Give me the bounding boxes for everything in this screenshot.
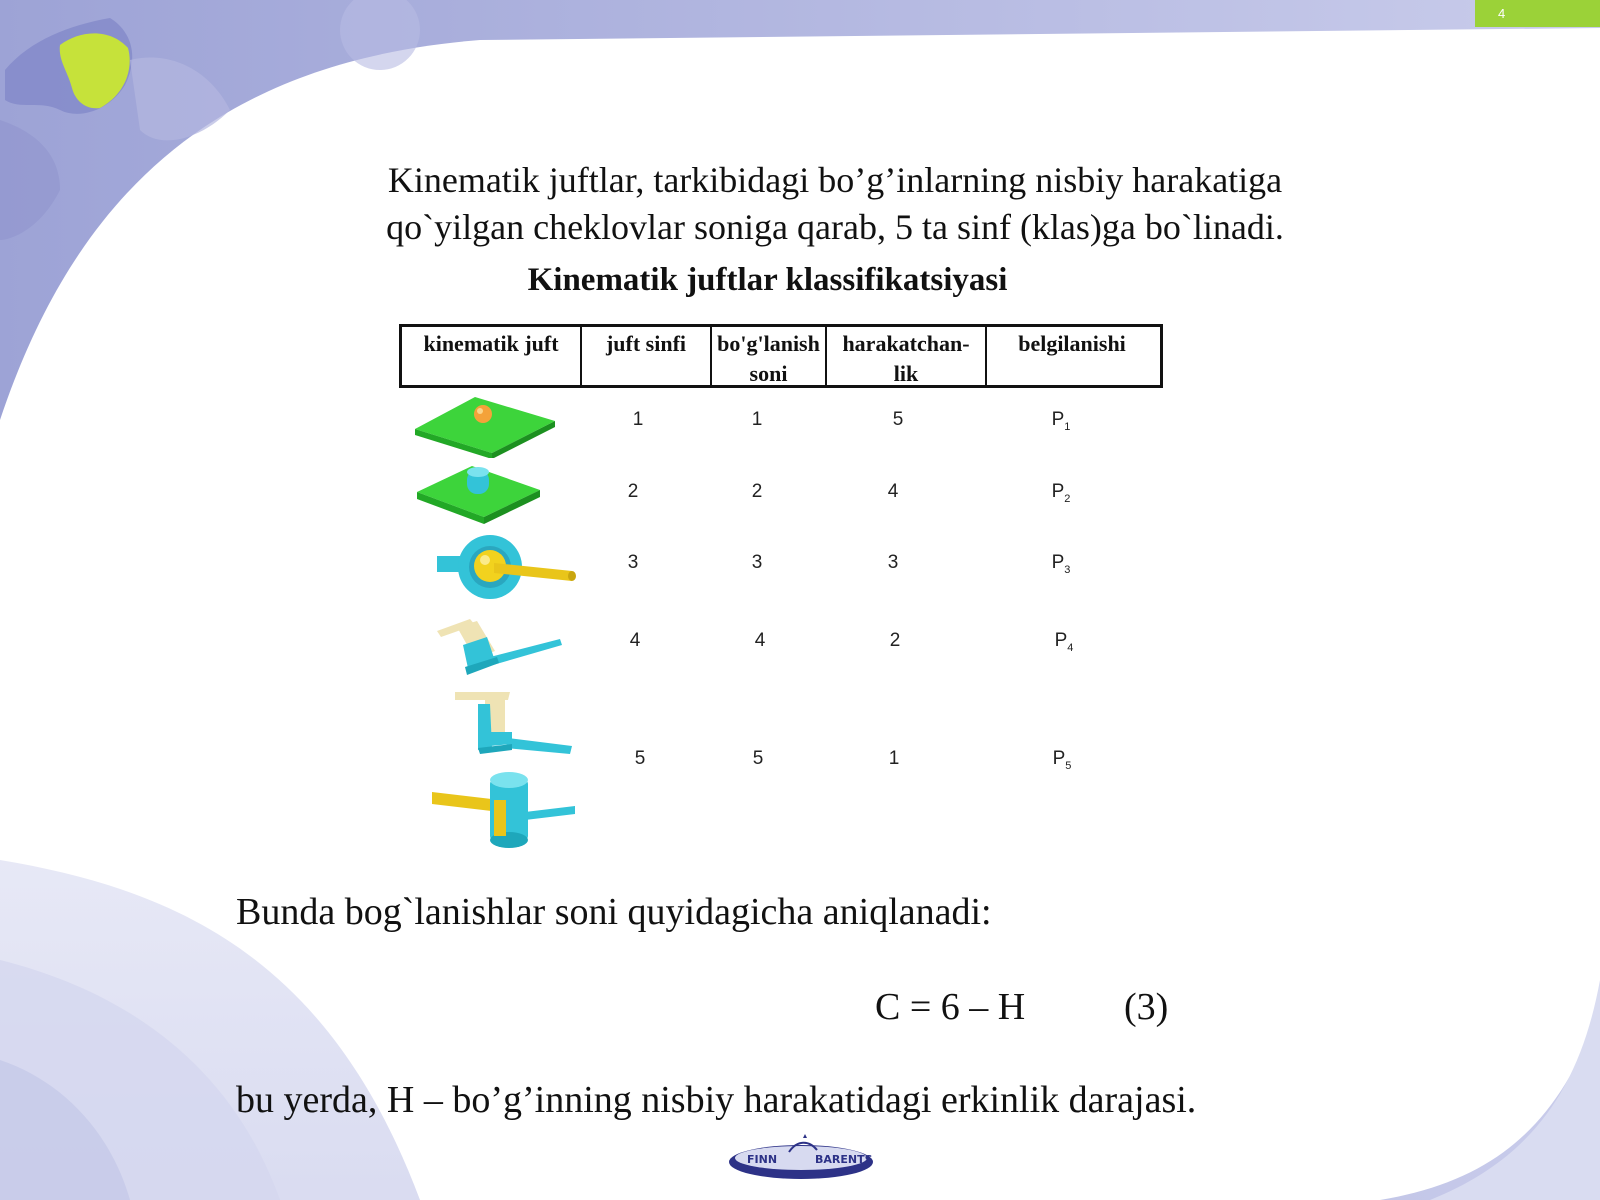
header-mobility-line1: harakatchan- <box>842 331 970 356</box>
intro-text <box>330 157 1340 251</box>
header-mobility <box>827 327 987 385</box>
row2-mobility: 4 <box>887 481 899 502</box>
header-mobility-line2: lik <box>893 361 919 386</box>
row4-notation-sub: 4 <box>1067 641 1074 654</box>
row5-mobility: 1 <box>888 748 900 769</box>
pair-class5a-icon <box>450 688 575 760</box>
row2-notation <box>1052 481 1071 505</box>
slide-number: 4 <box>1498 6 1506 21</box>
pair-class1-icon <box>410 393 560 458</box>
row2-notation-sub: 2 <box>1064 492 1071 505</box>
row5-class: 5 <box>634 748 646 769</box>
formula: C = 6 – H <box>875 986 1026 1028</box>
row3-notation <box>1052 552 1071 576</box>
row5-constraints: 5 <box>752 748 764 769</box>
header-pair-class: juft sinfi <box>582 327 712 385</box>
row1-notation-sub: 1 <box>1064 420 1071 433</box>
svg-text:BARENTS: BARENTS <box>815 1153 873 1166</box>
header-constraints-line2: soni <box>749 361 788 386</box>
header-constraints <box>712 327 827 385</box>
header-kinematic-pair: kinematik juft <box>402 327 582 385</box>
row5-notation-symbol: P <box>1052 748 1066 769</box>
pair-class2-icon <box>412 462 547 527</box>
equation-number: (3) <box>1124 986 1169 1028</box>
table-title: Kinematik juftlar klassifikatsiyasi <box>527 262 1008 298</box>
row5-notation <box>1053 748 1072 772</box>
row3-notation-symbol: P <box>1051 552 1065 573</box>
intro-line-2: qo`yilgan cheklovlar soniga qarab, 5 ta sinf (klas)ga bo`linadi. <box>386 207 1284 247</box>
row1-notation-symbol: P <box>1051 409 1065 430</box>
row3-mobility: 3 <box>887 552 899 573</box>
row2-constraints: 2 <box>751 481 763 502</box>
slide-number-badge <box>1475 0 1600 27</box>
row3-notation-sub: 3 <box>1064 563 1071 576</box>
row2-notation-symbol: P <box>1051 481 1065 502</box>
row4-class: 4 <box>629 630 641 651</box>
row1-notation <box>1052 409 1071 433</box>
intro-line-1: Kinematik juftlar, tarkibidagi bo’g’inlarning nisbiy harakatiga <box>387 160 1283 200</box>
header-notation: belgilanishi <box>1018 331 1126 356</box>
paragraph-explanation: bu yerda, H – bo’g’inning nisbiy harakatidagi erkinlik darajasi. <box>236 1079 1197 1121</box>
table-header <box>399 324 1163 388</box>
row5-notation-sub: 5 <box>1065 759 1072 772</box>
svg-text:FINN: FINN <box>747 1153 778 1166</box>
row2-class: 2 <box>627 481 639 502</box>
row4-mobility: 2 <box>889 630 901 651</box>
row4-notation-symbol: P <box>1054 630 1068 651</box>
paragraph-constraints: Bunda bog`lanishlar soni quyidagicha aniqlanadi: <box>236 891 992 933</box>
header-constraints-line1: bo'g'lanish <box>717 331 820 356</box>
finn-barents-logo <box>727 1132 875 1186</box>
row4-notation <box>1055 630 1074 654</box>
pair-class3-icon <box>432 533 587 603</box>
row1-constraints: 1 <box>751 409 763 430</box>
row1-class: 1 <box>632 409 644 430</box>
row1-mobility: 5 <box>892 409 904 430</box>
row4-constraints: 4 <box>754 630 766 651</box>
row3-class: 3 <box>627 552 639 573</box>
row3-constraints: 3 <box>751 552 763 573</box>
pair-class4-icon <box>435 617 565 679</box>
pair-class5b-icon <box>430 770 580 850</box>
